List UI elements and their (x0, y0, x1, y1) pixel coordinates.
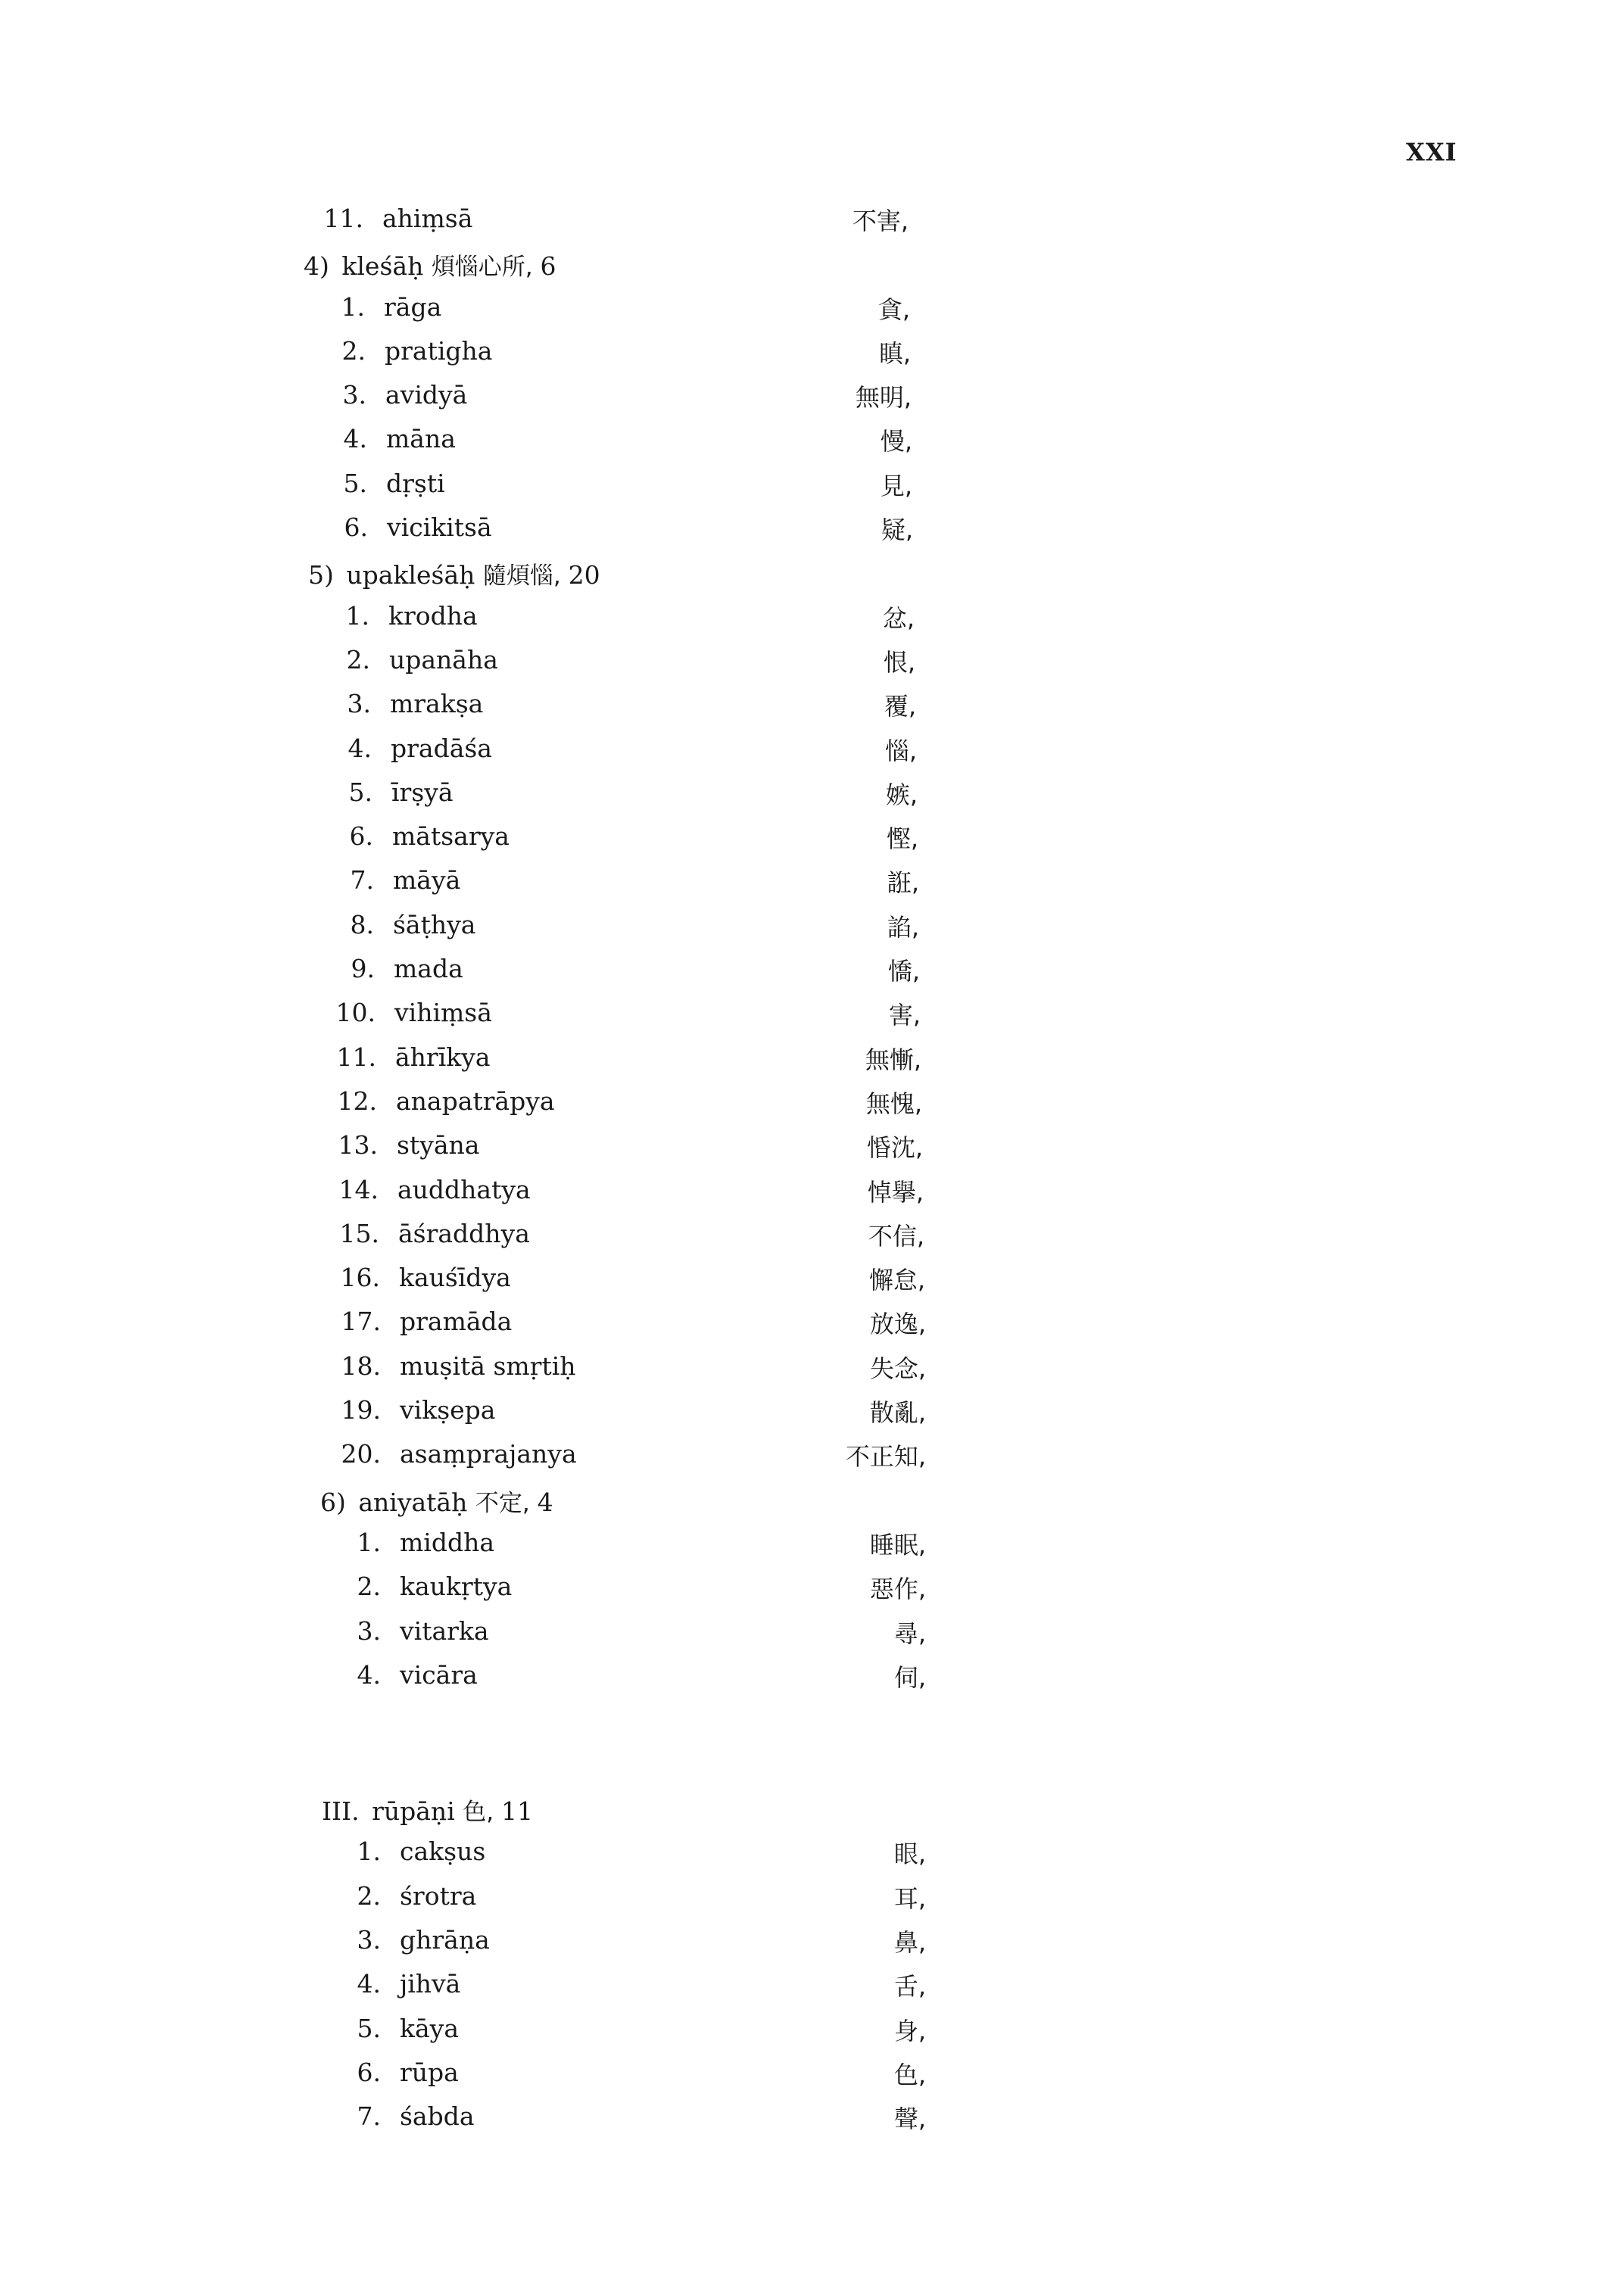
sanskrit-term: śāṭhya (393, 909, 476, 939)
entry-number: 16. (340, 1263, 380, 1293)
chinese-term: 身, (893, 2016, 926, 2045)
entry-row (0, 2097, 1624, 2141)
chinese-term: 失念, (869, 1354, 926, 1383)
sanskrit-term: kāya (400, 2013, 459, 2043)
sanskrit-term: vitarka (400, 1615, 489, 1646)
sanskrit-term: dṛṣti (386, 468, 445, 498)
entry-row (0, 1302, 1624, 1346)
entry-number: 7. (357, 2101, 381, 2132)
entry-row (0, 729, 1624, 773)
chinese-term: 尋, (893, 1618, 926, 1648)
entry-row (0, 464, 1624, 508)
chinese-term: 惛沈, (866, 1133, 923, 1163)
chinese-term: 不正知, (845, 1442, 926, 1472)
entry-row (0, 199, 1624, 243)
entry-number: 4. (357, 1969, 381, 1999)
entry-number: 15. (339, 1218, 379, 1248)
chinese-term: 無明, (855, 383, 912, 413)
heading-count: 11 (500, 1796, 533, 1827)
chinese-term: 鼻, (893, 1927, 926, 1957)
heading-term: rūpāṇi (372, 1796, 463, 1827)
sanskrit-term: kaukṛtya (400, 1572, 513, 1602)
chinese-term: 誑, (887, 868, 919, 898)
heading-label: 4) (304, 251, 342, 282)
sanskrit-term: anapatrāpya (396, 1086, 555, 1116)
entry-number: 4. (357, 1659, 381, 1690)
entry-number: 1. (341, 291, 365, 322)
heading-term: aniyatāḥ (358, 1487, 475, 1517)
entry-row (0, 905, 1624, 949)
entry-number: 5. (357, 2013, 381, 2043)
entry-row (0, 1258, 1624, 1302)
category-heading (0, 1788, 1624, 1832)
entry-row (0, 1964, 1624, 2008)
entry-number: 1. (357, 1527, 381, 1557)
heading-label: III. (322, 1796, 372, 1827)
entry-number: 4. (343, 424, 367, 454)
sanskrit-term: śrotra (400, 1880, 477, 1911)
entry-row (0, 1126, 1624, 1170)
entry-number: 6. (357, 2057, 381, 2087)
heading-term: upakleśāḥ (346, 560, 483, 590)
sanskrit-term: pramāda (400, 1307, 513, 1337)
entry-number: 2. (346, 644, 370, 675)
entry-number: 1. (357, 1837, 381, 1867)
chinese-term: 色, (893, 2060, 926, 2089)
entry-list (0, 199, 1624, 2141)
sanskrit-term: māna (386, 424, 456, 454)
chinese-term: 無愧, (865, 1089, 922, 1118)
entry-row (0, 2053, 1624, 2097)
chinese-term: 耳, (893, 1883, 926, 1913)
entry-number: 3. (342, 380, 366, 410)
sanskrit-term: asaṃprajanya (400, 1439, 577, 1469)
entry-number: 1. (345, 600, 369, 631)
entry-row (0, 949, 1624, 993)
entry-row (0, 1391, 1624, 1435)
sanskrit-term: vihiṃsā (394, 998, 492, 1028)
chinese-term: 諂, (887, 912, 919, 942)
sanskrit-term: styāna (397, 1130, 480, 1161)
entry-number: 20. (341, 1439, 381, 1469)
chinese-term: 舌, (893, 1972, 926, 2002)
entry-number: 4. (348, 733, 372, 763)
chinese-term: 害, (888, 1001, 921, 1030)
entry-row (0, 1832, 1624, 1876)
heading-count: 20 (568, 560, 600, 590)
entry-row (0, 1435, 1624, 1478)
chinese-term: 嫉, (885, 780, 918, 809)
entry-row (0, 1656, 1624, 1699)
entry-number: 18. (341, 1351, 381, 1381)
heading-chinese: 色, (463, 1799, 501, 1827)
chinese-term: 恨, (883, 647, 915, 677)
sanskrit-term: cakṣus (400, 1837, 486, 1867)
entry-number: 3. (347, 689, 371, 719)
sanskrit-term: mrakṣa (390, 689, 484, 719)
chinese-term: 聲, (893, 2105, 926, 2134)
entry-row (0, 1877, 1624, 1921)
chinese-term: 惱, (884, 736, 917, 765)
heading-label: 6) (320, 1487, 359, 1517)
sanskrit-term: vicāra (400, 1659, 478, 1690)
entry-row (0, 1082, 1624, 1126)
chinese-term: 瞋, (878, 338, 911, 368)
entry-number: 6. (344, 512, 368, 543)
entry-row (0, 993, 1624, 1037)
entry-number: 11. (336, 1042, 376, 1072)
chinese-term: 放逸, (869, 1310, 926, 1339)
page-number: XXI (1406, 138, 1457, 167)
chinese-term: 悼擧, (867, 1177, 924, 1207)
entry-row (0, 1347, 1624, 1391)
entry-row (0, 332, 1624, 375)
entry-number: 13. (338, 1130, 378, 1161)
entry-number: 5. (348, 777, 372, 807)
heading-chinese: 隨煩惱, (482, 562, 569, 590)
sanskrit-term: āśraddhya (398, 1218, 530, 1248)
section-gap (0, 1699, 1624, 1788)
sanskrit-term: jihvā (400, 1969, 461, 1999)
chinese-term: 憍, (887, 957, 920, 986)
sanskrit-term: āhrīkya (395, 1042, 491, 1072)
sanskrit-term: ghrāṇa (400, 1924, 490, 1955)
sanskrit-term: avidyā (385, 380, 468, 410)
chinese-term: 貪, (877, 294, 910, 324)
heading-count: 6 (540, 251, 556, 282)
sanskrit-term: auddhatya (397, 1174, 531, 1204)
sanskrit-term: krodha (388, 600, 478, 631)
sanskrit-term: vicikitsā (387, 512, 492, 543)
chinese-term: 散亂, (869, 1398, 926, 1428)
sanskrit-term: kauśīdya (399, 1263, 511, 1293)
entry-row (0, 1523, 1624, 1567)
entry-number: 17. (341, 1307, 381, 1337)
entry-number: 2. (341, 335, 366, 366)
sanskrit-term: pratigha (385, 335, 493, 366)
chinese-term: 忿, (882, 603, 915, 633)
chinese-term: 見, (880, 471, 912, 500)
sanskrit-term: rāga (384, 291, 442, 322)
heading-chinese: 不定, (475, 1489, 538, 1517)
category-heading (0, 552, 1624, 596)
entry-row (0, 861, 1624, 905)
heading-count: 4 (537, 1487, 553, 1517)
sanskrit-term: vikṣepa (400, 1395, 496, 1425)
entry-row (0, 773, 1624, 817)
chinese-term: 伺, (893, 1662, 926, 1692)
sanskrit-term: pradāśa (391, 733, 492, 763)
heading-label: 5) (308, 560, 347, 590)
chinese-term: 疑, (881, 516, 913, 545)
entry-row (0, 508, 1624, 552)
entry-number: 5. (343, 468, 367, 498)
chinese-term: 懈怠, (868, 1266, 925, 1295)
entry-number: 9. (351, 954, 375, 984)
entry-row (0, 684, 1624, 728)
entry-number: 2. (357, 1572, 381, 1602)
sanskrit-term: īrṣyā (391, 777, 454, 807)
category-heading (0, 1479, 1624, 1523)
entry-row (0, 1170, 1624, 1214)
sanskrit-term: mātsarya (392, 821, 510, 852)
chinese-term: 慳, (886, 824, 918, 854)
category-heading (0, 243, 1624, 287)
entry-row (0, 1038, 1624, 1082)
entry-row (0, 1612, 1624, 1656)
entry-row (0, 1567, 1624, 1611)
heading-term: kleśāḥ (341, 251, 432, 282)
chinese-term: 覆, (884, 692, 916, 721)
entry-row (0, 419, 1624, 463)
chinese-term: 睡眠, (869, 1530, 926, 1559)
chinese-term: 無慚, (865, 1045, 921, 1074)
entry-number: 3. (357, 1615, 381, 1646)
heading-chinese: 煩惱心所, (431, 254, 541, 282)
chinese-term: 不信, (868, 1221, 924, 1251)
sanskrit-term: rūpa (400, 2057, 459, 2087)
entry-row (0, 597, 1624, 640)
entry-row (0, 817, 1624, 861)
entry-number: 8. (350, 909, 374, 939)
entry-number: 6. (349, 821, 373, 852)
sanskrit-term: ahiṃsā (382, 204, 473, 233)
entry-number: 2. (357, 1880, 381, 1911)
sanskrit-term: māyā (393, 865, 461, 896)
sanskrit-term: muṣitā smṛtiḥ (400, 1351, 576, 1381)
chinese-term: 惡作, (869, 1575, 926, 1604)
entry-number: 14. (338, 1174, 379, 1204)
entry-number: 12. (337, 1086, 377, 1116)
entry-number: 10. (335, 998, 376, 1028)
entry-number: 19. (341, 1395, 381, 1425)
entry-number: 3. (357, 1924, 381, 1955)
sanskrit-term: mada (394, 954, 463, 984)
entry-row (0, 1214, 1624, 1258)
entry-row (0, 640, 1624, 684)
entry-row (0, 375, 1624, 419)
sanskrit-term: śabda (400, 2101, 475, 2132)
entry-number: 11. (323, 204, 363, 233)
sanskrit-term: middha (400, 1527, 495, 1557)
chinese-term: 不害, (852, 207, 909, 235)
entry-row (0, 2009, 1624, 2053)
entry-number: 7. (350, 865, 374, 896)
entry-row (0, 288, 1624, 332)
entry-row (0, 1921, 1624, 1964)
sanskrit-term: upanāha (389, 644, 498, 675)
chinese-term: 眼, (893, 1840, 926, 1869)
chinese-term: 慢, (880, 427, 912, 456)
